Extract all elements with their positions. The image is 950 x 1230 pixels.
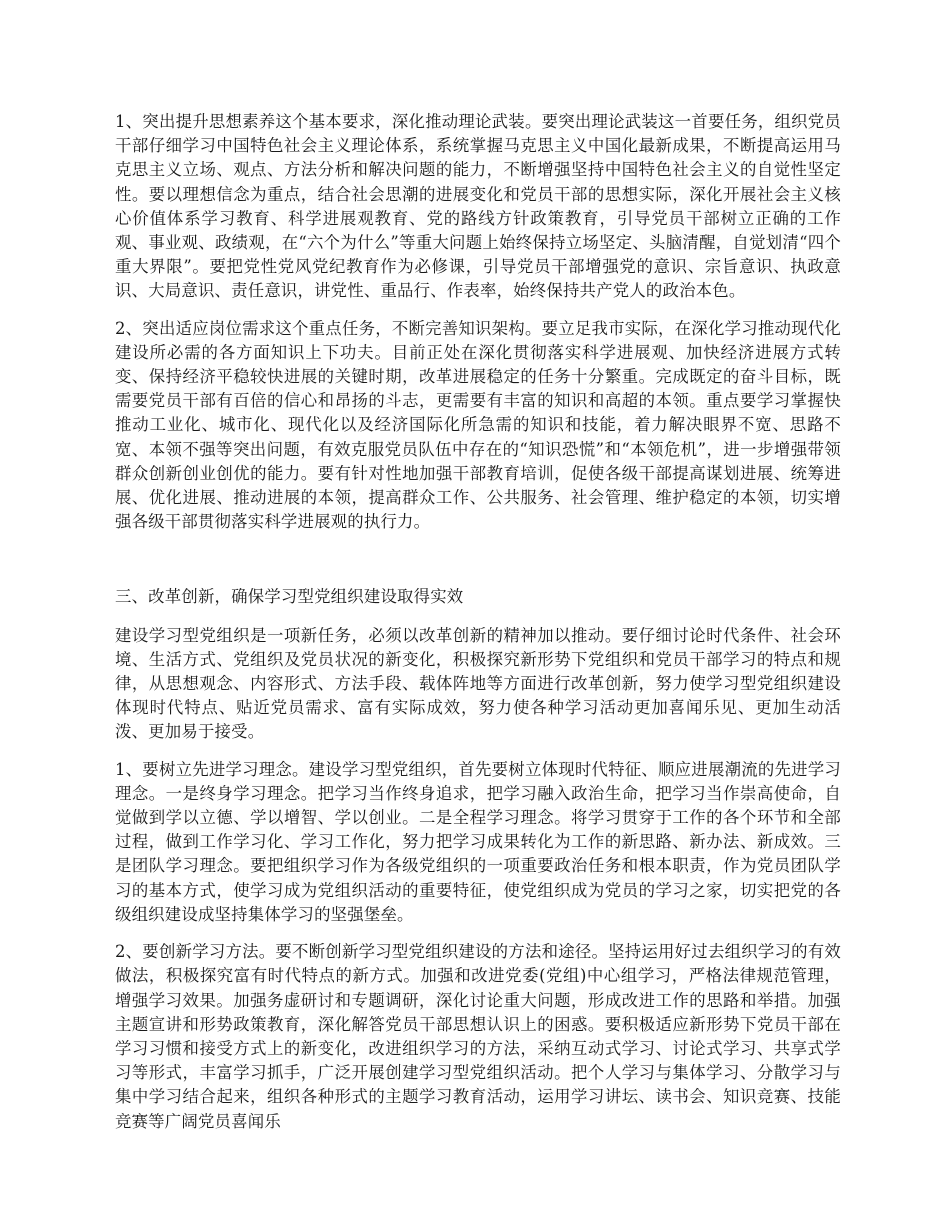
paragraph-section3-item-1: 1、要树立先进学习理念。建设学习型党组织，首先要树立体现时代特征、顺应进展潮流的先进学习理念。一是终身学习理念。把学习当作终身追求，把学习融入政治生命，把学习当作崇高使命，自觉做到学以立德、学以增智、学以创业。二是全程学习理念。将学习贯穿于工作的各个环节和全部过程，做到工作学习化、学习工作化，努力把学习成果转化为工作的新思路、新办法、新成效。三是团队学习理念。要把组织学习作为各级党组织的一项重要政治任务和根本职责，作为党员团队学习的基本方式，使学习成为党组织活动的重要特征，使党组织成为党员的学习之家，切实把党的各级组织建设成坚持集体学习的坚强堡垒。 xyxy=(115,759,841,924)
paragraph-section3-item-2: 2、要创新学习方法。要不断创新学习型党组织建设的方法和途径。坚持运用好过去组织学习的有效做法，积极探究富有时代特点的新方式。加强和改进党委(党组)中心组学习，严格法律规范管理，增强学习效果。加强务虚研讨和专题调研，深化讨论重大问题，形成改进工作的思路和举措。加强主题宣讲和形势政策教育，深化解答党员干部思想认识上的困惑。要积极适应新形势下党员干部在学习习惯和接受方式上的新变化，改进组织学习的方法，采纳互动式学习、讨论式学习、共享式学习等形式，丰富学习抓手，广泛开展创建学习型党组织活动。把个人学习与集体学习、分散学习与集中学习结合起来，组织各种形式的主题学习教育活动，运用学习讲坛、读书会、知识竞赛、技能竞赛等广阔党员喜闻乐 xyxy=(115,942,841,1131)
section-spacer xyxy=(115,547,841,585)
document-body xyxy=(115,110,841,1147)
paragraph-item-2: 2、突出适应岗位需求这个重点任务，不断完善知识架构。要立足我市实际，在深化学习推动现代化建设所必需的各方面知识上下功夫。目前正处在深化贯彻落实科学进展观、加快经济进展方式转变、保持经济平稳较快进展的关键时期，改革进展稳定的任务十分繁重。完成既定的奋斗目标，既需要党员干部有百倍的信心和昂扬的斗志，更需要有丰富的知识和高超的本领。重点要学习掌握快推动工业化、城市化、现代化以及经济国际化所急需的知识和技能，着力解决眼界不宽、思路不宽、本领不强等突出问题，有效克服党员队伍中存在的“知识恐慌”和“本领危机”，进一步增强带领群众创新创业创优的能力。要有针对性地加强干部教育培训，促使各级干部提高谋划进展、统筹进展、优化进展、推动进展的本领，提高群众工作、公共服务、社会管理、维护稳定的本领，切实增强各级干部贯彻落实科学进展观的执行力。 xyxy=(115,318,841,532)
section-heading: 三、改革创新，确保学习型党组织建设取得实效 xyxy=(115,587,464,607)
paragraph-item-1: 1、突出提升思想素养这个基本要求，深化推动理论武装。要突出理论武装这一首要任务，组织党员干部仔细学习中国特色社会主义理论体系，系统掌握马克思主义中国化最新成果，不断提高运用马克思主义立场、观点、方法分析和解决问题的能力，不断增强坚持中国特色社会主义的自觉性坚定性。要以理想信念为重点，结合社会思潮的进展变化和党员干部的思想实际，深化开展社会主义核心价值体系学习教育、科学进展观教育、党的路线方针政策教育，引导党员干部树立正确的工作观、事业观、政绩观，在“六个为什么”等重大问题上始终保持立场坚定、头脑清醒，自觉划清“四个重大界限”。要把党性党风党纪教育作为必修课，引导党员干部增强党的意识、宗旨意识、执政意识、大局意识、责任意识，讲党性、重品行、作表率，始终保持共产党人的政治本色。 xyxy=(115,112,841,301)
section-intro-paragraph: 建设学习型党组织是一项新任务，必须以改革创新的精神加以推动。要仔细讨论时代条件、社会环境、生活方式、党组织及党员状况的新变化，积极探究新形势下党组织和党员干部学习的特点和规律，从思想观念、内容形式、方法手段、载体阵地等方面进行改革创新，努力使学习型党组织建设体现时代特点、贴近党员需求、富有实际成效，努力使各种学习活动更加喜闻乐见、更加生动活泼、更加易于接受。 xyxy=(115,625,841,742)
